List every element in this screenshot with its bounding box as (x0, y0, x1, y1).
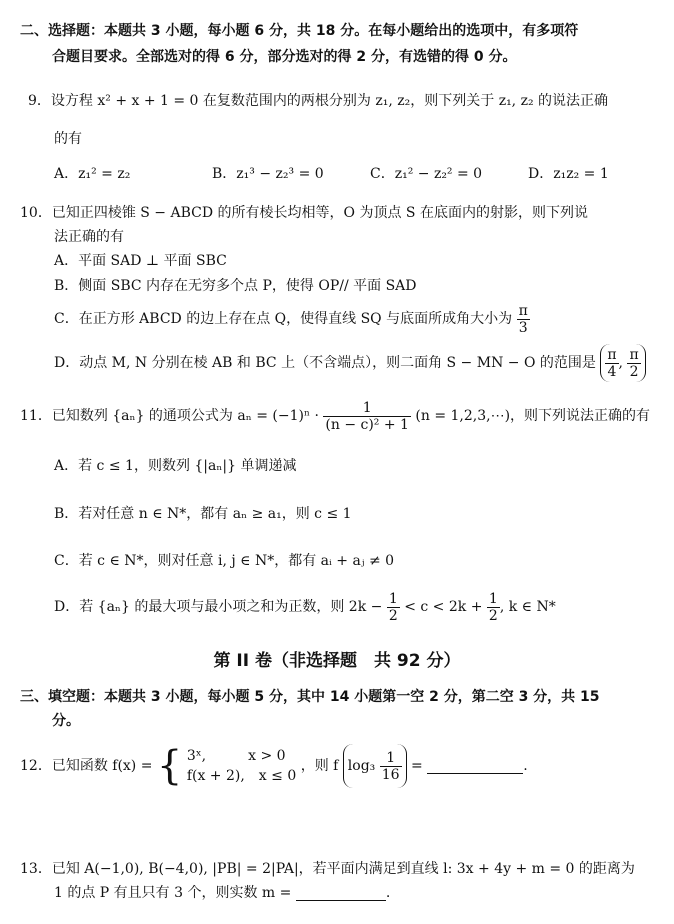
q12-equals: = (411, 758, 423, 774)
part2-title: 第 II 卷（非选择题 共 92 分） (213, 651, 461, 671)
q10-option-d-text: D．动点 M, N 分别在棱 AB 和 BC 上（不含端点），则二面角 S − MN − O 的范围是 (54, 355, 596, 371)
q10-option-d-interval: $\frac{\pi}{4}$ , $\frac{\pi}{2}$ (600, 344, 645, 382)
q12-answer-blank[interactable] (427, 759, 523, 774)
q13-stem-line2-text: 1 的点 P 有且只有 3 个，则实数 m = (54, 885, 292, 901)
q12-brace: { (156, 743, 183, 789)
q10-option-a: A．平面 SAD ⊥ 平面 SBC (54, 253, 227, 269)
q11-stem-fraction: $\frac{1}{\text{(n − c)² + 1}}$ (325, 399, 409, 433)
section2-heading-line1: 二、选择题：本题共 3 小题，每小题 6 分，共 18 分。在每小题给出的选项中，有多项符 (20, 23, 579, 39)
q11-stem-post: (n = 1,2,3,⋯)，则下列说法正确的有 (415, 408, 651, 424)
q13-stem-line2 (54, 882, 390, 902)
q11-option-b: B．若对任意 n ∈ N*，都有 aₙ ≥ a₁，则 c ≤ 1 (54, 506, 352, 522)
section3-heading-line1: 三、填空题：本题共 3 小题，每小题 5 分，其中 14 小题第一空 2 分，第二空 3 分，共 15 (20, 689, 600, 705)
q10-option-c-fraction: $\frac{\pi}{3}$ (518, 302, 528, 336)
q11-stem-pre: 11．已知数列 {aₙ} 的通项公式为 aₙ = (−1)ⁿ · (20, 408, 319, 424)
q11-option-d-post: , k ∈ N* (499, 599, 556, 615)
section2-heading-line2: 合题目要求。全部选对的得 6 分，部分选对的得 2 分，有选错的得 0 分。 (52, 49, 517, 65)
q12-mid: ，则 f (300, 758, 339, 774)
q12-end: . (523, 758, 528, 774)
q11-option-d-half-right: $\frac{1}{2}$ (488, 590, 498, 624)
q12-case1: 3ˣ, x > 0 (186, 748, 286, 764)
q13-end: . (385, 885, 391, 901)
q12-case2: f(x + 2), x ≤ 0 (186, 768, 297, 784)
q12-stem (20, 744, 528, 788)
q11-option-d-pre: D．若 {aₙ} 的最大项与最小项之和为正数，则 2k − (54, 599, 383, 615)
q10-option-d (54, 344, 646, 382)
q9-option-c: C．z₁² − z₂² = 0 (370, 166, 483, 182)
q9-stem-line1: 9．设方程 x² + x + 1 = 0 在复数范围内的两根分别为 z₁, z₂，则下列关于 z₁, z₂ 的说法正确 (28, 93, 609, 109)
q11-option-a: A．若 c ≤ 1，则数列 {|aₙ|} 单调递减 (54, 458, 297, 474)
q10-option-c-text: C．在正方形 ABCD 的边上存在点 Q，使得直线 SQ 与底面所成角大小为 (54, 311, 513, 327)
q9-stem-line2: 的有 (54, 131, 82, 147)
q9-option-b: B．z₁³ − z₂³ = 0 (212, 166, 324, 182)
q9-option-a: A．z₁² = z₂ (54, 166, 131, 182)
q11-option-d (54, 588, 556, 626)
section3-heading-line2: 分。 (52, 713, 80, 729)
q10-option-c (54, 302, 530, 336)
q12-argument: log₃ $\frac{1}{16}$ (343, 744, 407, 788)
q10-option-b: B．侧面 SBC 内存在无穷多个点 P，使得 OP// 平面 SAD (54, 278, 417, 294)
q10-stem-line2: 法正确的有 (54, 229, 124, 245)
q13-answer-blank[interactable] (296, 886, 386, 901)
q11-stem (20, 396, 650, 436)
q11-option-d-half-left: $\frac{1}{2}$ (388, 590, 398, 624)
q12-pre: 12．已知函数 f(x) = (20, 758, 153, 774)
q12-cases (187, 746, 296, 786)
q10-stem-line1: 10．已知正四棱锥 S − ABCD 的所有棱长均相等，O 为顶点 S 在底面内的射影，则下列说 (20, 205, 588, 221)
q11-option-c: C．若 c ∈ N*，则对任意 i, j ∈ N*，都有 aᵢ + aⱼ ≠ 0 (54, 553, 395, 569)
q9-option-d: D．z₁z₂ = 1 (528, 166, 609, 182)
q13-stem-line1: 13．已知 A(−1,0), B(−4,0), |PB| = 2|PA|，若平面内满足到直线 l: 3x + 4y + m = 0 的距离为 (20, 861, 635, 877)
q11-option-d-mid: < c < 2k + (404, 599, 483, 615)
